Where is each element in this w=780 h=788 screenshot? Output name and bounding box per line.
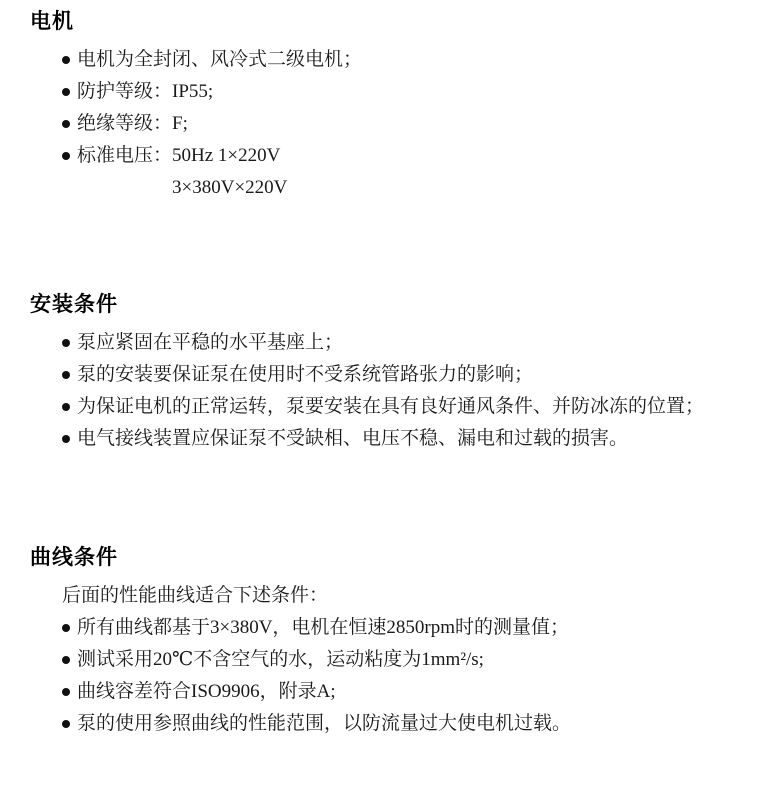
section-motor-heading: 电机 — [30, 10, 74, 33]
bullet-icon — [62, 624, 70, 632]
list-item-text: 所有曲线都基于3×380V，电机在恒速2850rpm时的测量值； — [77, 617, 570, 638]
voltage-value-line: 3×380V×220V — [172, 177, 288, 198]
bullet-icon — [62, 339, 70, 347]
list-item — [62, 76, 762, 108]
list-item-voltage — [62, 140, 762, 204]
list-item — [62, 644, 762, 676]
bullet-icon — [62, 688, 70, 696]
motor-bullet-list — [62, 44, 762, 204]
list-item — [62, 359, 762, 391]
curve-bullet-list — [62, 612, 762, 740]
section-installation-heading: 安装条件 — [30, 293, 118, 316]
bullet-icon — [62, 152, 70, 160]
installation-bullet-list — [62, 327, 762, 455]
list-item-text: 泵应紧固在平稳的水平基座上； — [77, 332, 344, 353]
bullet-icon — [62, 120, 70, 128]
section-curve-heading: 曲线条件 — [30, 546, 118, 569]
list-item — [62, 676, 762, 708]
bullet-icon — [62, 403, 70, 411]
section-installation — [30, 291, 762, 455]
section-motor — [30, 8, 762, 204]
bullet-icon — [62, 720, 70, 728]
list-item — [62, 327, 762, 359]
voltage-label: 标准电压： — [77, 145, 173, 166]
list-item-text: 电气接线装置应保证泵不受缺相、电压不稳、漏电和过载的损害。 — [77, 428, 629, 449]
voltage-value-line: 50Hz 1×220V — [172, 145, 281, 166]
list-item-text: 泵的安装要保证泵在使用时不受系统管路张力的影响； — [77, 364, 534, 385]
list-item-text: 泵的使用参照曲线的性能范围，以防流量过大使电机过载。 — [77, 713, 572, 734]
bullet-icon — [62, 371, 70, 379]
list-item — [62, 44, 762, 76]
list-item — [62, 612, 762, 644]
list-item-text: 电机为全封闭、风冷式二级电机； — [77, 49, 363, 70]
list-item-text: 为保证电机的正常运转，泵要安装在具有良好通风条件、并防冰冻的位置； — [77, 396, 705, 417]
list-item — [62, 708, 762, 740]
list-item-text: 曲线容差符合ISO9906，附录A; — [77, 681, 336, 702]
bullet-icon — [62, 656, 70, 664]
list-item-text: 绝缘等级：F; — [77, 113, 188, 134]
list-item-text: 防护等级：IP55; — [77, 81, 214, 102]
bullet-icon — [62, 435, 70, 443]
bullet-icon — [62, 56, 70, 64]
voltage-values — [172, 140, 287, 204]
list-item — [62, 108, 762, 140]
list-item-text: 测试采用20℃不含空气的水，运动粘度为1mm²/s; — [77, 649, 484, 670]
curve-intro-text: 后面的性能曲线适合下述条件： — [62, 585, 329, 606]
bullet-icon — [62, 88, 70, 96]
list-item — [62, 391, 762, 423]
list-item — [62, 423, 762, 455]
section-curve — [30, 544, 762, 740]
